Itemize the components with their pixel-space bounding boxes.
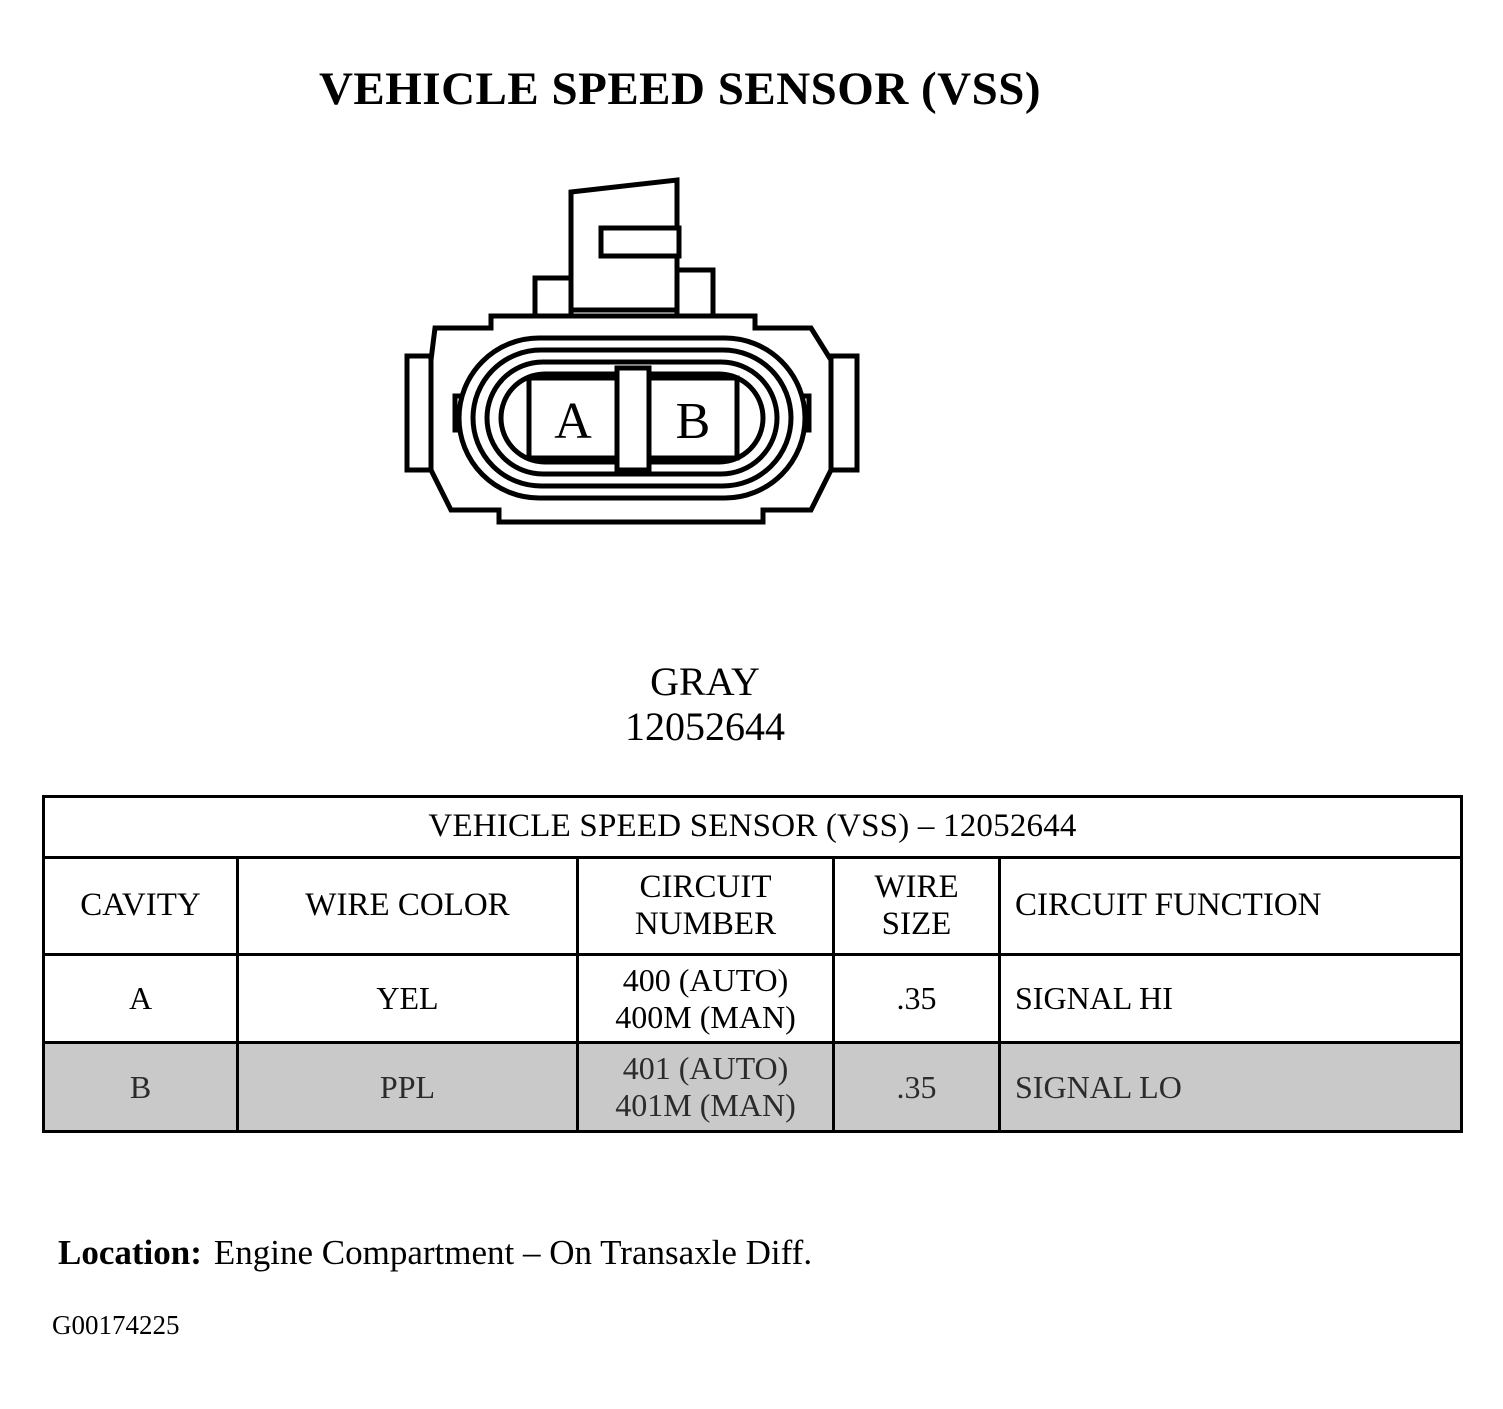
figure-id: G00174225 [52, 1310, 180, 1340]
cell-circuit-number [578, 1043, 834, 1132]
location-label: Location: [58, 1233, 202, 1272]
cell-circuit-number-line1: 400 (AUTO) [622, 961, 789, 998]
cell-circuit-number [578, 954, 834, 1043]
table-row [44, 1043, 1462, 1132]
cell-cavity: B [44, 1043, 238, 1132]
cell-wire-color: PPL [238, 1043, 578, 1132]
table-caption: VEHICLE SPEED SENSOR (VSS) – 12052644 [44, 797, 1462, 858]
pin-label-b: B [675, 393, 711, 450]
column-header-circuit-number-line2: NUMBER [634, 905, 777, 942]
connector-diagram [395, 170, 1015, 610]
cell-wire-size: .35 [834, 1043, 1000, 1132]
table-header-row [44, 857, 1462, 954]
cell-circuit-function: SIGNAL LO [1000, 1043, 1462, 1132]
location-line [58, 1233, 812, 1273]
connector-caption [0, 660, 1410, 750]
table-caption-row [44, 797, 1462, 858]
cell-circuit-number-line2: 400M (MAN) [615, 998, 796, 1035]
cell-cavity: A [44, 954, 238, 1043]
column-header-circuit-number [578, 857, 834, 954]
column-header-wire-size-line2: SIZE [881, 905, 952, 942]
column-header-wire-color: WIRE COLOR [238, 857, 578, 954]
table-row [44, 954, 1462, 1043]
column-header-wire-size [834, 857, 1000, 954]
column-header-circuit-number-line1: CIRCUIT [639, 868, 772, 905]
cell-wire-color: YEL [238, 954, 578, 1043]
cell-wire-size: .35 [834, 954, 1000, 1043]
pin-table [42, 795, 1463, 1133]
column-header-wire-size-line1: WIRE [874, 868, 959, 905]
connector-part-number: 12052644 [625, 703, 785, 749]
cell-circuit-number-line2: 401M (MAN) [615, 1087, 796, 1124]
location-value: Engine Compartment – On Transaxle Diff. [213, 1233, 813, 1272]
connector-color: GRAY [650, 659, 760, 704]
column-header-circuit-function: CIRCUIT FUNCTION [1000, 857, 1462, 954]
pin-label-a: A [554, 393, 592, 450]
cell-circuit-function: SIGNAL HI [1000, 954, 1462, 1043]
page-title: VEHICLE SPEED SENSOR (VSS) [318, 63, 1042, 115]
column-header-cavity: CAVITY [44, 857, 238, 954]
cell-circuit-number-line1: 401 (AUTO) [622, 1050, 789, 1087]
